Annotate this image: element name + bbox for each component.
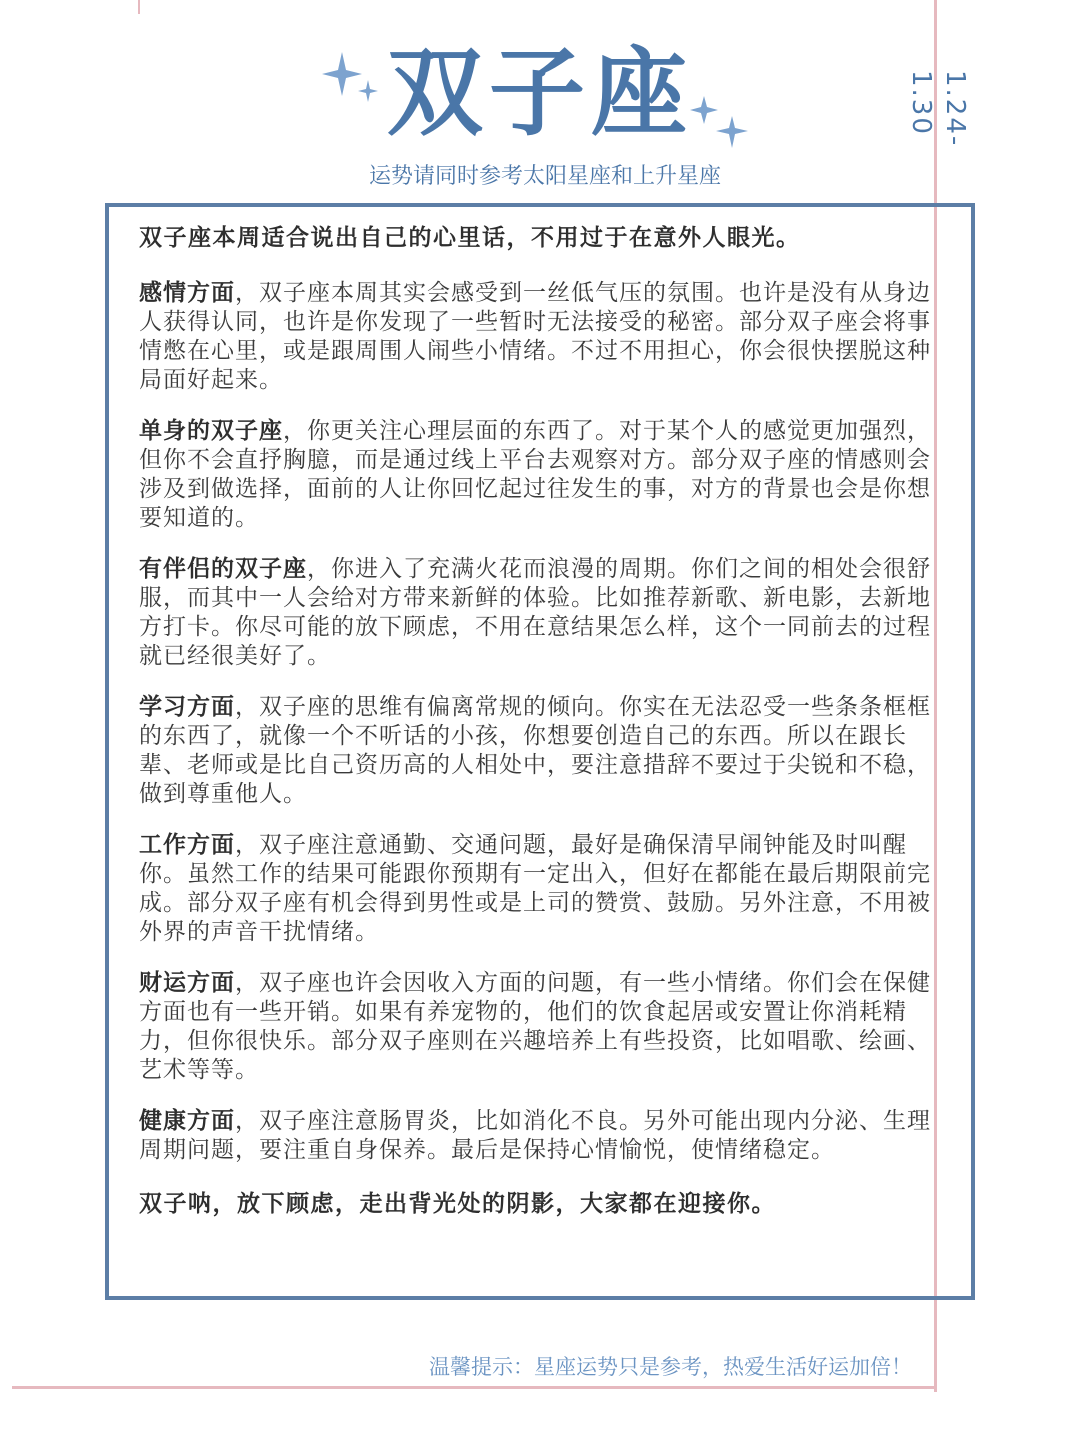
section-text: ，双子座本周其实会感受到一丝低气压的氛围。也许是没有从身边人获得认同，也许是你发现了一些暂时无法接受的秘密。部分双子座会将事情憋在心里，或是跟周围人闹些小情绪。不过不用担心，你会很快摆脱这种局面好起来。 bbox=[139, 280, 931, 393]
section-work bbox=[139, 831, 941, 947]
page-title: 双子座 bbox=[387, 37, 693, 149]
section-text: ，你进入了充满火花而浪漫的周期。你们之间的相处会很舒服，而其中一人会给对方带来新鲜的体验。比如推荐新歌、新电影，去新地方打卡。你尽可能的放下顾虑，不用在意结果怎么样，这个一同前去的过程就已经很美好了。 bbox=[139, 556, 931, 669]
section-study bbox=[139, 693, 941, 809]
section-text: ，双子座的思维有偏离常规的倾向。你实在无法忍受一些条条框框的东西了，就像一个不听话的小孩，你想要创造自己的东西。所以在跟长辈、老师或是比自己资历高的人相处中，要注意措辞不要过于尖锐和不稳，做到尊重他人。 bbox=[139, 694, 931, 807]
pink-horizontal-line bbox=[12, 1386, 937, 1389]
section-label: 财运方面 bbox=[139, 970, 235, 996]
section-label: 有伴侣的双子座 bbox=[139, 556, 307, 582]
section-label: 学习方面 bbox=[139, 694, 235, 720]
section-partnered bbox=[139, 555, 941, 671]
outro-text: 双子呐，放下顾虑，走出背光处的阴影，大家都在迎接你。 bbox=[139, 1191, 776, 1217]
pink-top-tick bbox=[138, 0, 140, 14]
section-label: 单身的双子座 bbox=[139, 418, 283, 444]
section-single bbox=[139, 417, 941, 533]
section-label: 健康方面 bbox=[139, 1108, 235, 1134]
section-wealth bbox=[139, 969, 941, 1085]
section-text: ，双子座也许会因收入方面的问题，有一些小情绪。你们会在保健方面也有一些开销。如果有养宠物的，他们的饮食起居或安置让你消耗精力，但你很快乐。部分双子座则在兴趣培养上有些投资，比如唱歌、绘画、艺术等等。 bbox=[139, 970, 931, 1083]
intro-text: 双子座本周适合说出自己的心里话，不用过于在意外人眼光。 bbox=[139, 225, 801, 251]
section-text: ，双子座注意通勤、交通问题，最好是确保清早闹钟能及时叫醒你。虽然工作的结果可能跟你预期有一定出入，但好在都能在最后期限前完成。部分双子座有机会得到男性或是上司的赞赏、鼓励。另外注意，不用被外界的声音干扰情绪。 bbox=[139, 832, 931, 945]
section-label: 工作方面 bbox=[139, 832, 235, 858]
horoscope-content-box bbox=[105, 203, 975, 1300]
section-health bbox=[139, 1107, 941, 1165]
date-range: 1.24-1.30 bbox=[906, 70, 970, 148]
section-label: 感情方面 bbox=[139, 280, 235, 306]
subtitle: 运势请同时参考太阳星座和上升星座 bbox=[368, 164, 721, 189]
section-text: ，你更关注心理层面的东西了。对于某个人的感觉更加强烈，但你不会直抒胸臆，而是通过线上平台去观察对方。部分双子座的情感则会涉及到做选择，面前的人让你回忆起过往发生的事，对方的背景也会是你想要知道的。 bbox=[139, 418, 931, 531]
section-love bbox=[139, 279, 941, 395]
section-text: ，双子座注意肠胃炎，比如消化不良。另外可能出现内分泌、生理周期问题，要注重自身保养。最后是保持心情愉悦，使情绪稳定。 bbox=[139, 1108, 931, 1163]
footer-tip: 温馨提示：星座运势只是参考，热爱生活好运加倍！ bbox=[429, 1355, 912, 1379]
